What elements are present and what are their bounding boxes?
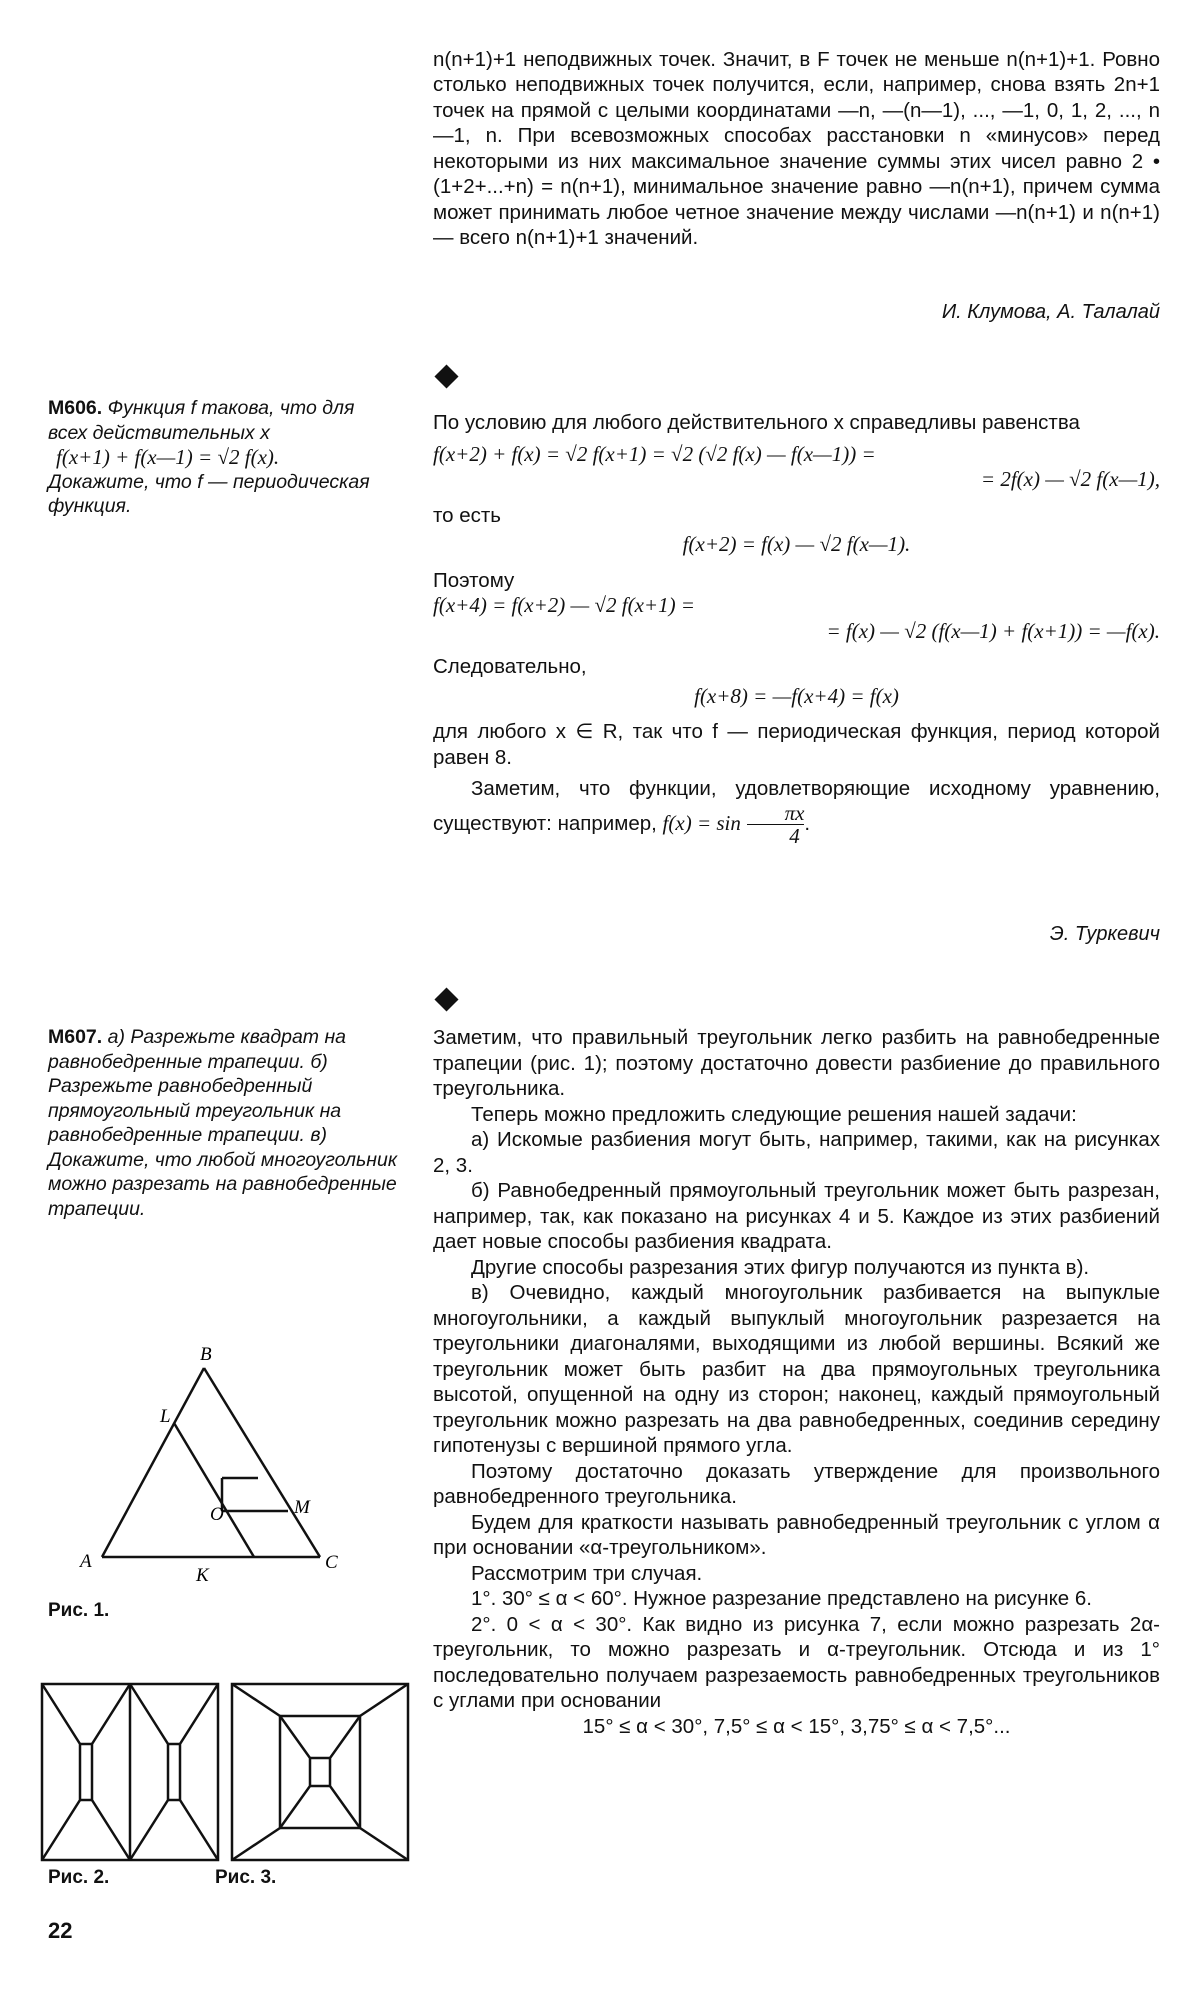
m606-statement — [48, 396, 398, 519]
m607-p11: 2°. 0 < α < 30°. Как видно из рисунка 7, если можно разрезать 2α-треугольник, то можно разрезать и α-треугольник. Отсюда и из 1° последовательно получаем разрезаемость равнобедренных треугольников с углами при основании — [433, 1612, 1160, 1712]
m607-p3: а) Искомые разбиения могут быть, например, такими, как на рисунках 2, 3. — [433, 1128, 1160, 1177]
point-m-label: M — [294, 1497, 310, 1518]
m607-p2: Теперь можно предложить следующие решения нашей задачи: — [471, 1102, 1077, 1126]
m606-s3: Поэтому — [433, 568, 515, 592]
point-c-label: C — [325, 1552, 338, 1573]
section-diamond-icon — [434, 364, 458, 388]
figure-3-square — [228, 1680, 413, 1865]
m607-p5: Другие способы разрезания этих фигур получаются из пункта в). — [471, 1255, 1090, 1279]
m606-s6: Заметим, что функции, удовлетворяющие исходному уравнению, существуют: например, f(x) = sin $\frac{\pi x}{4}$ . — [433, 777, 1160, 848]
m607-solution — [433, 1025, 1160, 1739]
point-b-label: B — [200, 1344, 212, 1365]
m607-p4: б) Равнобедренный прямоугольный треугольник может быть разрезан, например, так, как показано на рисунках 4 и 5. Каждое из этих разбиений дает новые способы разбиения квадрата. — [433, 1179, 1160, 1253]
m607-label: М607. — [48, 1026, 103, 1048]
m606-label: М606. — [48, 397, 103, 419]
edge-ab — [102, 1368, 204, 1557]
m606-eq1: f(x+2) + f(x) = √2 f(x+1) = √2 (√2 f(x) — f(x—1)) = — [433, 441, 876, 466]
m606-eq4: f(x+8) = —f(x+4) = f(x) — [694, 683, 899, 708]
intro-paragraph: n(n+1)+1 неподвижных точек. Значит, в F точек не меньше n(n+1)+1. Ровно столько неподвижных точек получится, если, например, снова взять 2n+1 точек на прямой с целыми координатами —n, —(n—1), ..., —1, 0, 1, 2, ..., n—1, n. При всевозможных способах расстановки n «минусов» перед некоторыми из них максимальное значение суммы этих чисел равно 2 • (1+2+...+n) = n(n+1), минимальное значение равно —n(n+1), причем сумма может принимать любое четное значение между числами —n(n+1) и n(n+1) — всего n(n+1)+1 значений. — [433, 47, 1160, 249]
page-number: 22 — [48, 1918, 73, 1943]
point-o-label: O — [210, 1504, 224, 1525]
signature-klumova-talalay: И. Клумова, А. Талалай — [941, 301, 1160, 323]
point-k-label: K — [196, 1565, 209, 1586]
m606-s1: По условию для любого действительного x справедливы равенства — [433, 411, 1080, 434]
point-l-label: L — [160, 1406, 171, 1427]
m607-p7: Поэтому достаточно доказать утверждение для произвольного равнобедренного треугольника. — [433, 1459, 1160, 1508]
figure-2-square — [38, 1680, 223, 1865]
segment-lk — [174, 1423, 254, 1557]
m606-solution — [433, 410, 1160, 847]
m607-p6: в) Очевидно, каждый многоугольник разбивается на выпуклые многоугольники, а каждый выпуклый многоугольник разрезается на треугольники диагоналями, выходящими из любой вершины. Всякий же треугольник может быть разбит на два прямоугольных треугольника высотой, опущенной на одну из сторон; наконец, каждый прямоугольный треугольник можно разрезать на два равнобедренных, соединив середину гипотенузы с вершиной прямого угла. — [433, 1281, 1160, 1457]
m606-statement-a: Функция f такова, что для всех действительных x — [48, 397, 355, 444]
m607-p9: Рассмотрим три случая. — [471, 1561, 703, 1585]
m606-statement-b: Докажите, что f — периодическая функция. — [48, 470, 370, 517]
m606-s5: для любого x ∈ R, так что f — периодическая функция, период которой равен 8. — [433, 720, 1160, 769]
m606-s2: то есть — [433, 503, 501, 527]
m607-statement — [48, 1025, 398, 1221]
m607-p8: Будем для краткости называть равнобедренный треугольник с углом α при основании «α-треугольником». — [433, 1510, 1160, 1559]
m606-eq3b: = f(x) — √2 (f(x—1) + f(x+1)) = —f(x). — [826, 618, 1160, 643]
point-a-label: A — [80, 1551, 92, 1572]
figure-1-triangle — [70, 1338, 360, 1588]
m606-eq3: f(x+4) = f(x+2) — √2 f(x+1) = — [433, 593, 695, 617]
section-diamond-icon — [434, 987, 458, 1011]
m606-eq1b: = 2f(x) — √2 f(x—1), — [980, 467, 1160, 491]
figure-2-caption: Рис. 2. — [48, 1867, 110, 1888]
m607-p10: 1°. 30° ≤ α < 60°. Нужное разрезание представлено на рисунке 6. — [471, 1587, 1092, 1610]
m606-formula: f(x+1) + f(x—1) = √2 f(x). — [56, 445, 280, 469]
m607-p1: Заметим, что правильный треугольник легко разбить на равнобедренные трапеции (рис. 1); поэтому достаточно довести разбиение до правильного треугольника. — [433, 1026, 1160, 1100]
m607-statement-text: а) Разрежьте квадрат на равнобедренные трапеции. б) Разрежьте равнобедренный прямоугольный треугольник на равнобедренные трапеции. в) Докажите, что любой многоугольник можно разрезать на равнобедренные трапеции. — [48, 1026, 398, 1220]
m607-p12: 15° ≤ α < 30°, 7,5° ≤ α < 15°, 3,75° ≤ α < 7,5°... — [582, 1714, 1011, 1738]
m606-eq2: f(x+2) = f(x) — √2 f(x—1). — [682, 532, 911, 556]
figure-3-caption: Рис. 3. — [215, 1867, 277, 1888]
signature-turkevich: Э. Туркевич — [1049, 923, 1160, 945]
figure-1-caption: Рис. 1. — [48, 1600, 110, 1621]
edge-bc — [204, 1368, 320, 1557]
m606-s4: Следовательно, — [433, 655, 587, 678]
